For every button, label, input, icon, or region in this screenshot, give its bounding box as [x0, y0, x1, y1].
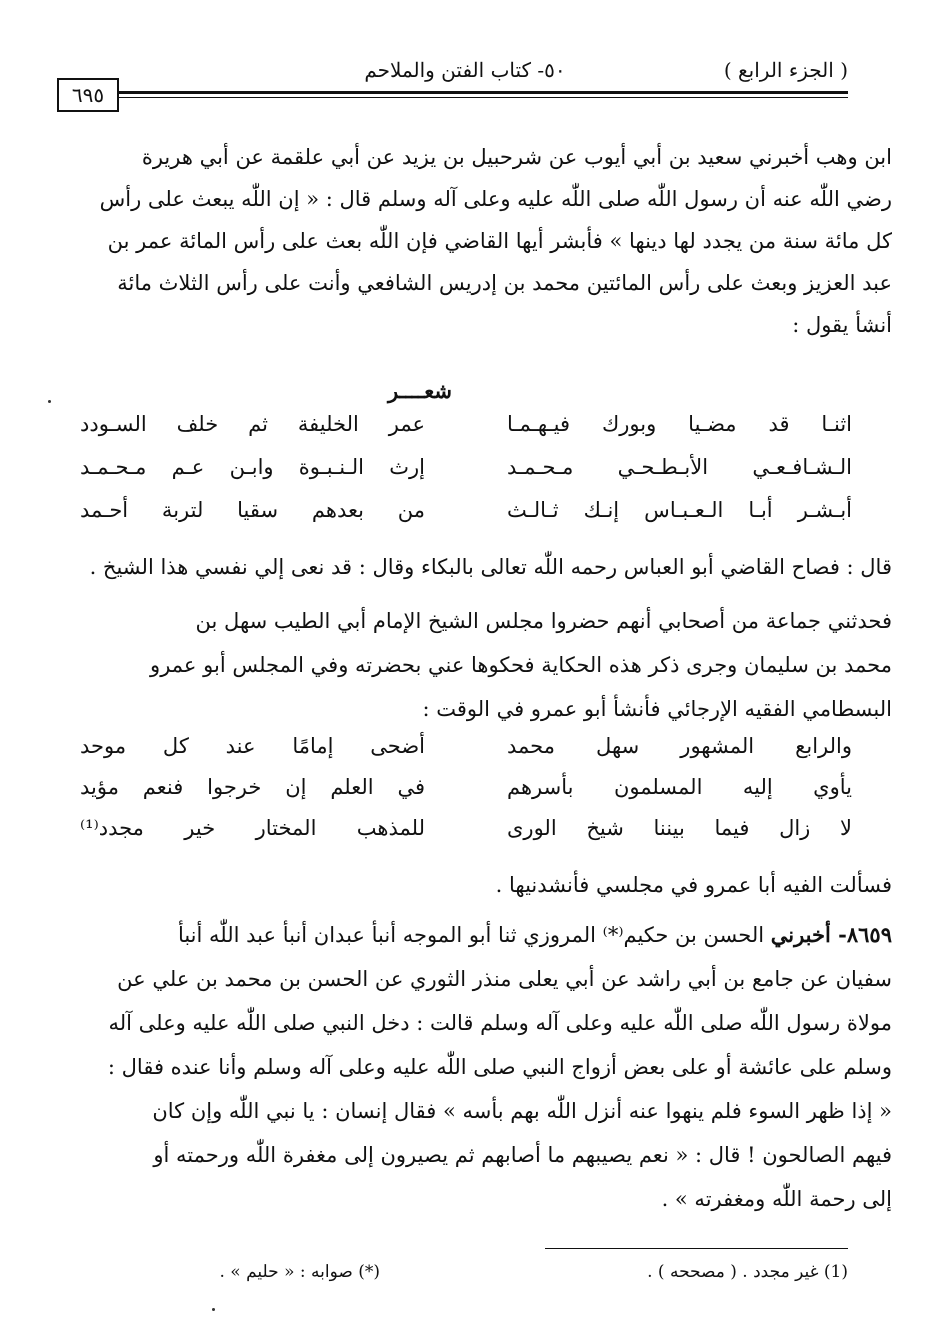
hadith-line-6: فيهم الصالحون ! قال : « نعم يصيبهم ما أصابهم ثم يصيرون إلى مغفرة اللّٰه ورحمته أو — [153, 1143, 892, 1167]
print-speck — [48, 400, 51, 403]
paragraph-1-line-4: عبد العزيز وبعث على رأس المائتين محمد بن إدريس الشافعي وأنت على رأس الثلاث مائة — [117, 271, 892, 295]
footnote-separator — [545, 1248, 848, 1249]
hadith-line-7: إلى رحمة اللّٰه ومغفرته » . — [661, 1187, 892, 1211]
hadith-number: ٨٦٥٩- أخبرني — [770, 922, 892, 947]
verse-second-hemistich: من بعدهم سقيا لتربة أحـمد — [80, 498, 425, 522]
poem-1-verse-3 — [80, 498, 852, 538]
poem-2-verse-3 — [80, 816, 852, 856]
poem-2-verse-2 — [80, 775, 852, 815]
running-header-part: ( الجزء الرابع ) — [723, 58, 848, 82]
verse-first-hemistich: اثنـا قد مضـيا وبورك فيـهـمـا — [507, 412, 852, 436]
verse-first-hemistich: الـشـافـعـي الأبـطـحـي مـحـمـد — [507, 455, 852, 479]
poem-1-verse-2 — [80, 455, 852, 495]
hadith-line-4: وسلم على عائشة أو على بعض أزواج النبي صلى اللّٰه عليه وعلى آله وسلم وأنا عنده فقال : — [107, 1055, 892, 1079]
running-header-chapter: ٥٠- كتاب الفتن والملاحم — [364, 58, 566, 82]
print-speck — [212, 1308, 215, 1311]
paragraph-3-line-2: محمد بن سليمان وجرى ذكر هذه الحكاية فحكوها عني بحضرته وفي المجلس أبو عمرو — [150, 653, 892, 677]
verse-first-hemistich: أبـشـر أبـا الـعـبـاس إنـك ثـالـث — [507, 498, 852, 522]
paragraph-2-line-1: قال : فصاح القاضي أبو العباس رحمه اللّٰه تعالى بالبكاء وقال : قد نعى إلي نفسي هذا الشيخ . — [89, 555, 892, 579]
paragraph-1-line-5: أنشأ يقول : — [792, 313, 892, 337]
page-number: ٦٩٥ — [57, 78, 119, 112]
paragraph-3-line-3: البسطامي الفقيه الإرجائي فأنشأ أبو عمرو في الوقت : — [422, 697, 892, 721]
hadith-line-2: سفيان عن جامع بن أبي راشد عن أبي يعلى منذر الثوري عن الحسن بن محمد بن علي عن — [117, 967, 892, 991]
header-rule-thick — [115, 91, 848, 94]
verse-second-hemistich: إرث الـنـبـوة وابـن عـم مـحـمـد — [80, 455, 425, 479]
hadith-first-line — [48, 914, 892, 956]
verse-second-hemistich: في العلم إن خرجوا فنعم مؤيد — [80, 775, 425, 799]
paragraph-1-line-1: ابن وهب أخبرني سعيد بن أبي أيوب عن شرحبيل بن يزيد عن أبي علقمة عن أبي هريرة — [141, 145, 892, 169]
paragraph-1-line-2: رضي اللّٰه عنه أن رسول اللّٰه صلى اللّٰه عليه وعلى آله وسلم قال : « إن اللّٰه يبعث على رأس — [99, 187, 892, 211]
hadith-first-line-text: الحسن بن حكيم⁽*⁾ المروزي ثنا أبو الموجه أنبأ عبدان أنبأ عبد اللّٰه أنبأ — [177, 923, 765, 947]
poem-1-verse-1 — [80, 412, 852, 452]
verse-second-hemistich: أضحى إمامًا عند كل موحد — [80, 734, 425, 758]
verse-first-hemistich: لا زال فيما بيننا شيخ الورى — [507, 816, 852, 840]
verse-first-hemistich: والرابع المشهور سهل محمد — [507, 734, 852, 758]
paragraph-3-line-1: فحدثني جماعة من أصحابي أنهم حضروا مجلس الشيخ الإمام أبي الطيب سهل بن — [195, 609, 892, 633]
paragraph-4-line-1: فسألت الفيه أبا عمرو في مجلسي فأنشدنيها . — [495, 873, 892, 897]
poem-heading: شعــــر — [388, 378, 452, 403]
verse-second-hemistich: للمذهب المختار خير مجدد⁽¹⁾ — [80, 816, 425, 840]
header-rule-thin — [115, 97, 848, 98]
verse-second-hemistich: عمر الخليفة ثم خلف السـودد — [80, 412, 425, 436]
paragraph-1-line-3: كل مائة سنة من يجدد لها دينها » فأبشر أيها القاضي فإن اللّٰه بعث على رأس المائة عمر بن — [107, 229, 892, 253]
footnote-1: (1) غير مجدد . ( مصححه ) . — [647, 1262, 848, 1282]
poem-2-verse-1 — [80, 734, 852, 774]
footnote-star: (*) صوابه : « حليم » . — [219, 1262, 380, 1282]
hadith-line-5: « إذا ظهر السوء فلم ينهوا عنه أنزل اللّٰه بهم بأسه » فقال إنسان : يا نبي اللّٰه وإن كان — [152, 1099, 892, 1123]
hadith-line-3: مولاة رسول اللّٰه صلى اللّٰه عليه وعلى آله وسلم قالت : دخل النبي صلى اللّٰه عليه وعلى آله — [108, 1011, 892, 1035]
verse-first-hemistich: يأوي إليه المسلمون بأسرهم — [507, 775, 852, 799]
